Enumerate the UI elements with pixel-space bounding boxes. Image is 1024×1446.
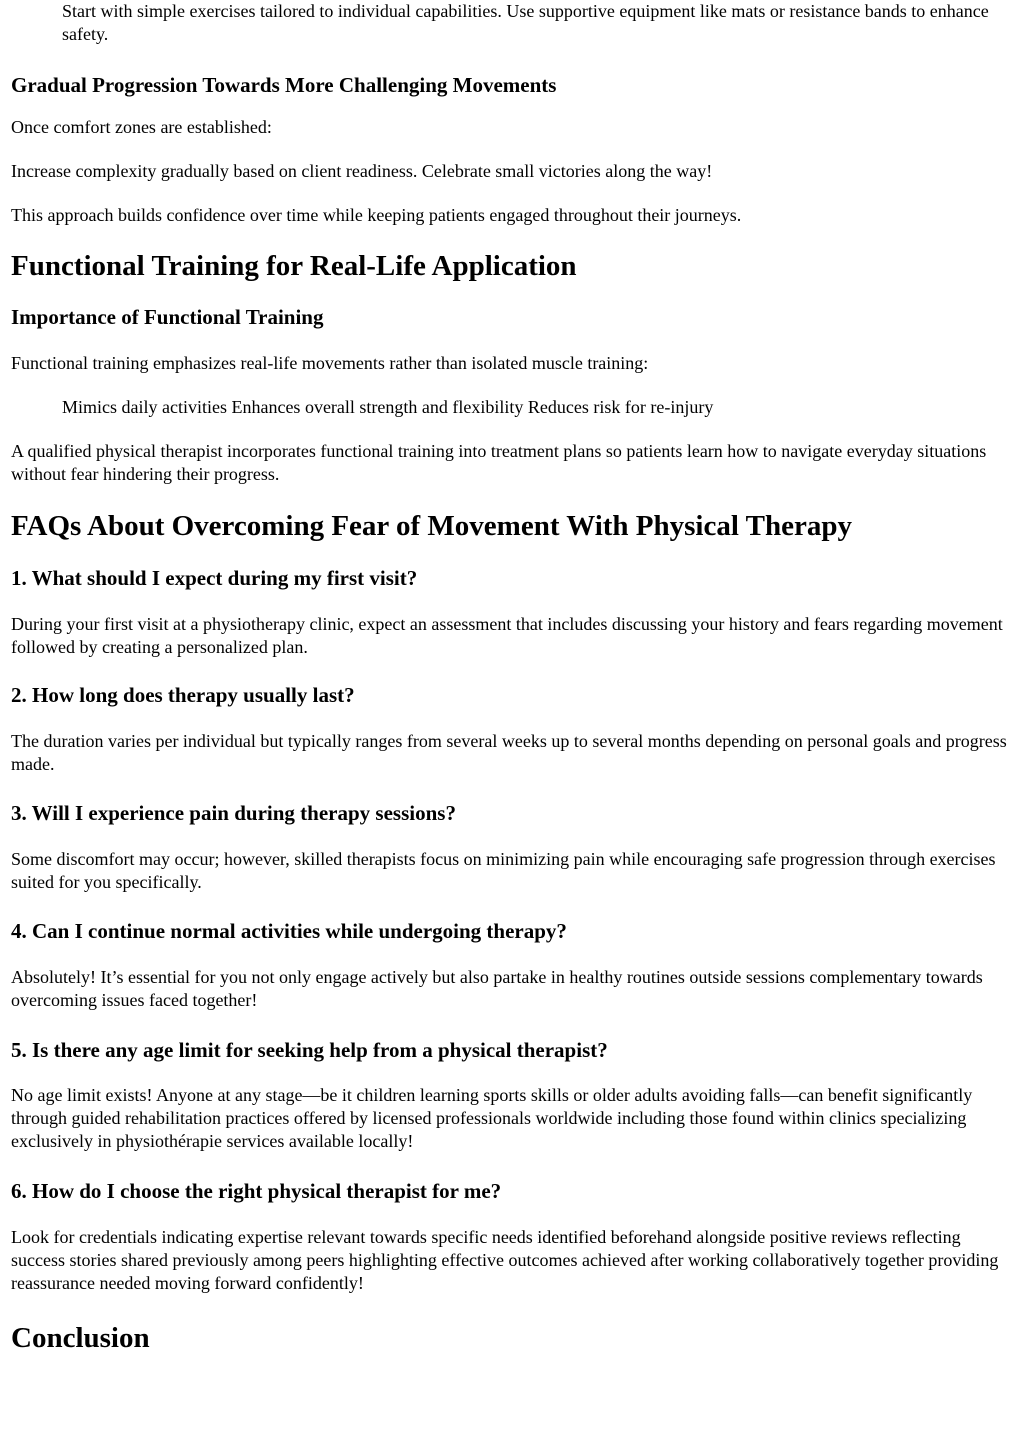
functional-benefits-list: Mimics daily activities Enhances overall strength and flexibility Reduces risk for re-injury (62, 397, 714, 417)
faq-answer: The duration varies per individual but typically ranges from several weeks up to several months depending on personal goals and progress made. (11, 731, 1007, 774)
conclusion-heading: Conclusion (11, 1322, 150, 1354)
faq-question: 2. How long does therapy usually last? (11, 683, 355, 707)
faqs-heading: FAQs About Overcoming Fear of Movement With Physical Therapy (11, 510, 852, 542)
faq-answer: No age limit exists! Anyone at any stage—be it children learning sports skills or older adults avoiding falls—can benefit significantly through guided rehabilitation practices offered by licensed professionals worldwide including those found within clinics specializing exclusively in physiothérapie services available locally! (11, 1085, 973, 1151)
faq-question: 4. Can I continue normal activities while undergoing therapy? (11, 919, 567, 943)
exercise-list-item: Start with simple exercises tailored to individual capabilities. Use supportive equipment like mats or resistance bands to enhance safety. (62, 1, 989, 44)
faq-question: 3. Will I experience pain during therapy sessions? (11, 801, 456, 825)
importance-heading: Importance of Functional Training (11, 305, 324, 329)
faq-answer: Look for credentials indicating expertise relevant towards specific needs identified beforehand alongside positive reviews reflecting success stories shared previously among peers highlighting effective outcomes achieved after working collaboratively together providing reassurance needed moving forward confidently! (11, 1227, 999, 1293)
faq-question: 1. What should I expect during my first visit? (11, 566, 418, 590)
functional-intro-paragraph: Functional training emphasizes real-life movements rather than isolated muscle training: (11, 353, 649, 373)
gradual-progression-heading: Gradual Progression Towards More Challenging Movements (11, 73, 557, 97)
functional-training-heading: Functional Training for Real-Life Application (11, 250, 577, 282)
faq-answer: Some discomfort may occur; however, skilled therapists focus on minimizing pain while encouraging safe progression through exercises suited for you specifically. (11, 849, 996, 892)
gradual-paragraph-2: Increase complexity gradually based on client readiness. Celebrate small victories along the way! (11, 161, 713, 181)
functional-paragraph: A qualified physical therapist incorporates functional training into treatment plans so patients learn how to navigate everyday situations without fear hindering their progress. (11, 441, 987, 484)
faq-question: 6. How do I choose the right physical therapist for me? (11, 1179, 502, 1203)
gradual-paragraph-1: Once comfort zones are established: (11, 117, 272, 137)
article-content (11, 0, 1011, 1355)
faq-question: 5. Is there any age limit for seeking help from a physical therapist? (11, 1038, 608, 1062)
faq-answer: Absolutely! It’s essential for you not only engage actively but also partake in healthy routines outside sessions complementary towards overcoming issues faced together! (11, 967, 983, 1010)
faq-answer: During your first visit at a physiotherapy clinic, expect an assessment that includes discussing your history and fears regarding movement followed by creating a personalized plan. (11, 614, 1003, 657)
gradual-paragraph-3: This approach builds confidence over time while keeping patients engaged throughout their journeys. (11, 205, 742, 225)
